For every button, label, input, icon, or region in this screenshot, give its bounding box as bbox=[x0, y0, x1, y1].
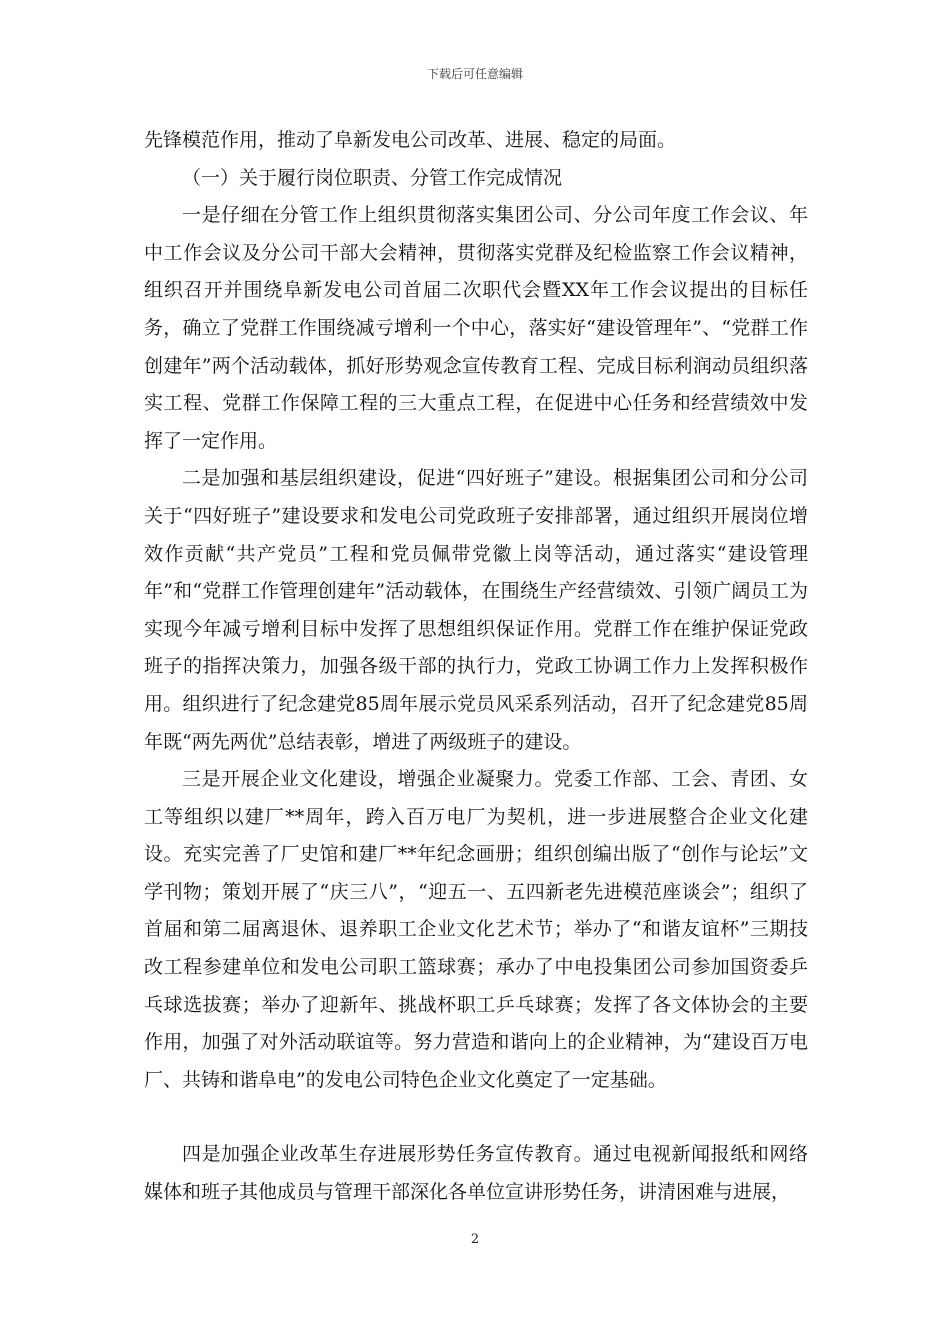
paragraph-continuation: 先锋模范作用，推动了阜新发电公司改革、进展、稳定的局面。 bbox=[144, 129, 677, 151]
page-header: 下载后可任意编辑 bbox=[426, 67, 523, 81]
section-heading: （一）关于履行岗位职责、分管工作完成情况 bbox=[182, 166, 563, 189]
page-number: 2 bbox=[470, 1232, 480, 1247]
paragraph-item-4: 四是加强企业改革生存进展形势任务宣传教育。通过电视新闻报纸和网络媒体和班子其他成员与管理干部深化各单位宣讲形势任务，讲清困难与进展， bbox=[144, 1143, 808, 1204]
paragraph-item-2: 二是加强和基层组织建设，促进“四好班子”建设。根据集团公司和分公司关于“四好班子”建设要求和发电公司党政班子安排部署，通过组织开展岗位增效作贡献“共产党员”工程和党员佩带党徽上岗等活动，通过落实“建设管理年”和“党群工作管理创建年”活动载体，在围绕生产经营绩效、引领广阔员工为实现今年减亏增利目标中发挥了思想组织保证作用。党群工作在维护保证党政班子的指挥决策力，加强各级干部的执行力，党政工协调工作力上发挥积极作用。组织进行了纪念建党85周年展示党员风采系列活动，召开了纪念建党85周年既“两先两优”总结表彰，增进了两级班子的建设。 bbox=[144, 467, 808, 753]
paragraph-item-1: 一是仔细在分管工作上组织贯彻落实集团公司、分公司年度工作会议、年中工作会议及分公司干部大会精神，贯彻落实党群及纪检监察工作会议精神，组织召开并围绕阜新发电公司首届二次职代会暨XX年工作会议提出的目标任务，确立了党群工作围绕减亏增利一个中心，落实好“建设管理年”、“党群工作创建年”两个活动载体，抓好形势观念宣传教育工程、完成目标利润动员组织落实工程、党群工作保障工程的三大重点工程，在促进中心任务和经营绩效中发挥了一定作用。 bbox=[144, 204, 808, 452]
paragraph-item-3: 三是开展企业文化建设，增强企业凝聚力。党委工作部、工会、青团、女工等组织以建厂**周年，跨入百万电厂为契机，进一步进展整合企业文化建设。充实完善了厂史馆和建厂**年纪念画册；组织创编出版了“创作与论坛”文学刊物；策划开展了“庆三八”，“迎五一、五四新老先进模范座谈会”；组织了首届和第二届离退休、退养职工企业文化艺术节；举办了“和谐友谊杯”三期技改工程参建单位和发电公司职工篮球赛；承办了中电投集团公司参加国资委乒乓球选拔赛；举办了迎新年、挑战杯职工乒乓球赛；发挥了各文体协会的主要作用，加强了对外活动联谊等。努力营造和谐向上的企业精神，为“建设百万电厂、共铸和谐阜电”的发电公司特色企业文化奠定了一定基础。 bbox=[144, 768, 808, 1091]
document-body bbox=[144, 122, 808, 1212]
